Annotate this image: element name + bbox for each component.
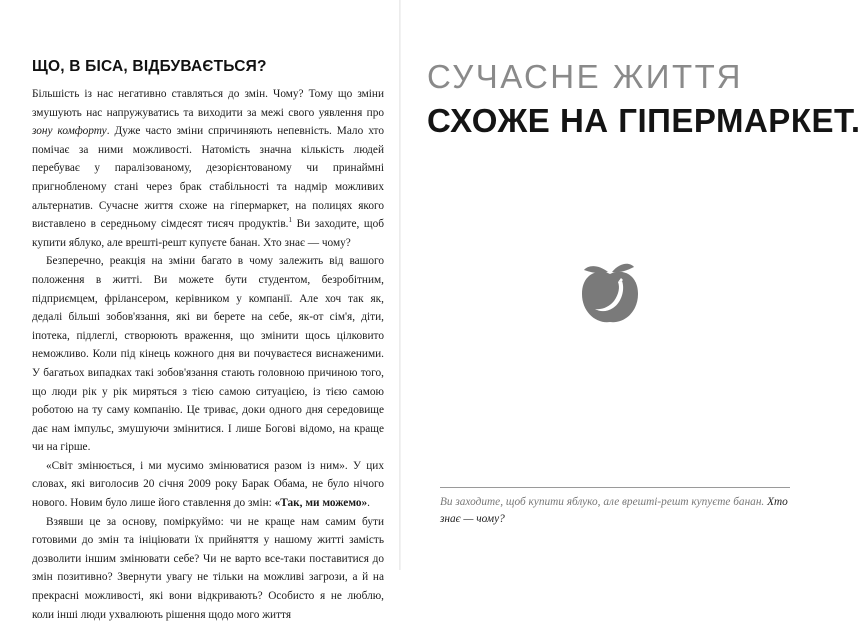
apple-banana-icon: [578, 256, 642, 326]
paragraph-1: Більшість із нас негативно ставляться до змін. Чому? Тому що зміни змушують нас напружуватись та виходити за межі свого уявлення про зону комфорту. Дуже часто зміни спричиняють непевність. Мало хто помічає за ними можливості. Натомість значна кількість людей перебуває у паралізованому, дезорієнтованому чи принаймні пригнобленому стані через брак стабільності та надмір можливих альтернатив. Сучасне життя схоже на гіпермаркет, на полицях якого виставлено в середньому сімдесят тисяч продуктів.$^1$ Ви заходите, щоб купити яблуко, але врешті-решт купуєте банан. Хто знає — чому?: [32, 88, 384, 249]
paragraph-4: Взявши це за основу, поміркуймо: чи не краще нам самим бути готовими до змін та ініціювати їх прийняття у нашому житті замість дозволити іншим змінювати себе? Чи не варто все-таки поставитися до змін позитивно? Звернути увагу не тільки на можливі загрози, а й на прекрасні можливості, які вони відкривають? Особисто я не люблю, коли інші люди ухвалюють рішення щодо мого життя: [32, 515, 384, 621]
caption-rule: [440, 487, 790, 488]
paragraph-3: «Світ змінюється, і ми мусимо змінюватися разом із ним». У цих словах, які виголосив 20 січня 2009 року Барак Обама, не було нічого нового. Новим було лише його ставлення до змін: «Так, ми можемо».: [32, 459, 384, 510]
headline-bold: СХОЖЕ НА ГІПЕРМАРКЕТ.: [427, 102, 861, 139]
caption-question: Хто знає — чому?: [440, 496, 788, 525]
comfort-zone-emphasis: зону комфорту: [32, 125, 107, 138]
right-page: [401, 0, 861, 570]
footnote-marker: 1: [288, 216, 292, 225]
left-page: [32, 58, 384, 624]
paragraph-2: Безперечно, реакція на зміни багато в чому залежить від вашого положення в житті. Ви можете бути студентом, безробітним, підприємцем, фрілансером, керівником у компанії. Але хоч так як, дедалі більші зобов'язання, які ви берете на себе, як-от сім'я, діти, іпотека, підлеглі, створюють враження, що змінити щось цілковито неможливо. Коли під кінець кожного дня ви почуваєтеся виснаженими. У багатьох випадках такі зобов'язання стають головною причиною того, що люди рік у рік миряться з тією самою ситуацією, із тією самою роботою на ту саму компанію. Це триває, доки одного дня середовище дає нам імпульс, змушуючи змінитися. І лише Богові відомо, на краще чи на гірше.: [32, 255, 384, 454]
headline-light: СУЧАСНЕ ЖИТТЯ: [427, 58, 743, 95]
section-title: ЩО, В БІСА, ВІДБУВАЄТЬСЯ?: [32, 58, 267, 75]
yes-we-can-quote: «Так, ми можемо»: [274, 497, 368, 510]
caption: Ви заходите, щоб купити яблуко, але врешті-решт купуєте банан. Хто знає — чому?: [440, 496, 788, 525]
